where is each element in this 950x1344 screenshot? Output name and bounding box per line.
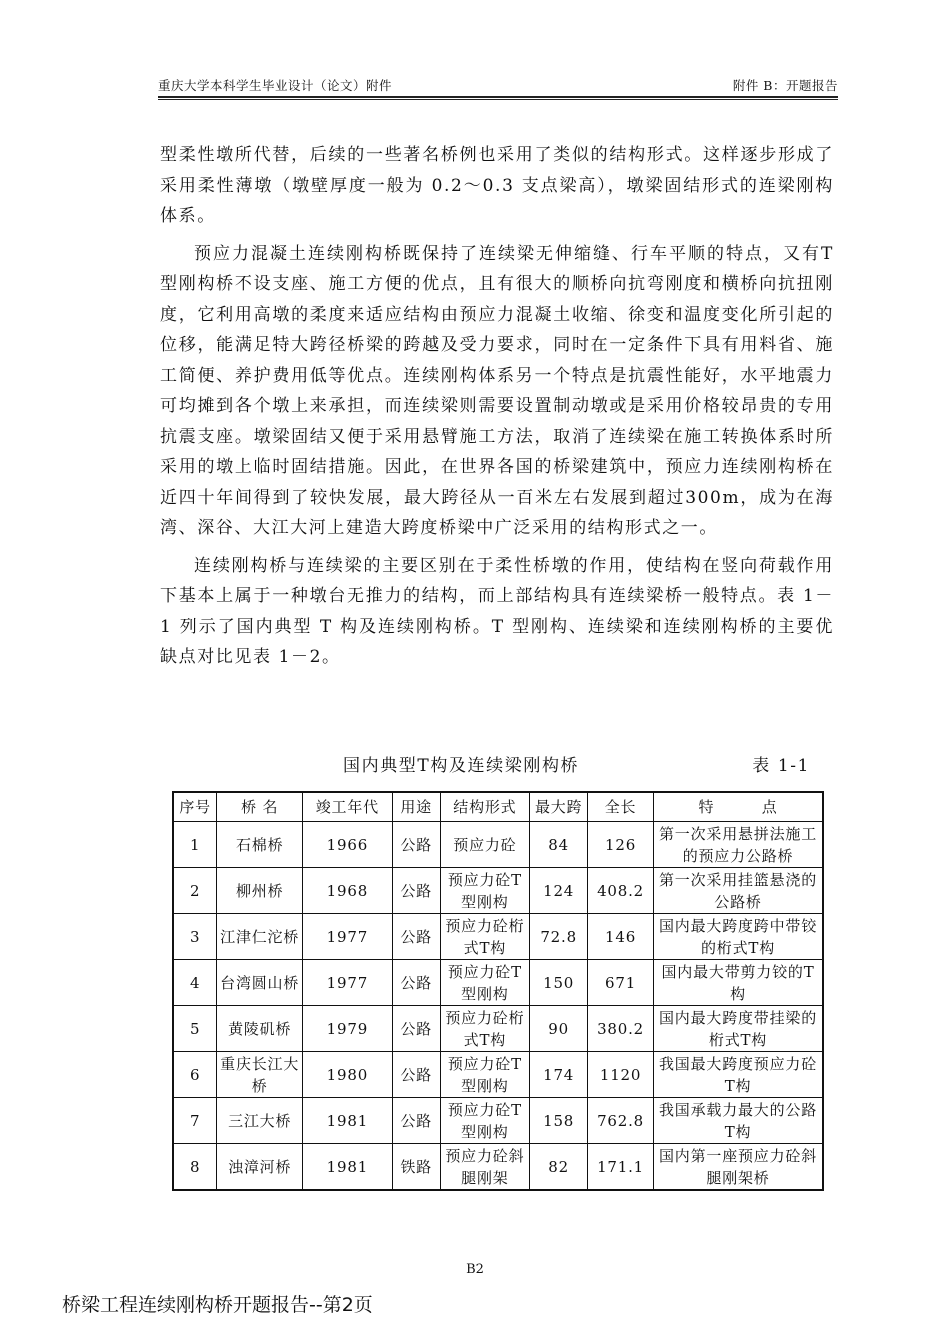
table-cell: 5 (173, 1006, 217, 1052)
column-header: 桥 名 (217, 792, 303, 822)
table-cell: 公路 (392, 1006, 440, 1052)
table-row (173, 868, 823, 914)
header-right-text: 附件 B：开题报告 (732, 78, 838, 93)
column-header: 序号 (173, 792, 217, 822)
table-cell: 黄陵矶桥 (217, 1006, 303, 1052)
table-cell: 150 (530, 960, 588, 1006)
table-cell: 8 (173, 1144, 217, 1191)
table-cell: 124 (530, 868, 588, 914)
table-number: 表 1-1 (752, 756, 810, 776)
table-cell: 公路 (392, 822, 440, 868)
table-row (173, 1006, 823, 1052)
table-cell: 158 (530, 1098, 588, 1144)
table-cell: 171.1 (588, 1144, 654, 1191)
bridge-table (172, 791, 824, 1191)
table-cell: 762.8 (588, 1098, 654, 1144)
table-cell: 铁路 (392, 1144, 440, 1191)
table-cell: 第一次采用挂篮悬浇的公路桥 (654, 868, 823, 914)
table-cell: 2 (173, 868, 217, 914)
table-cell: 146 (588, 914, 654, 960)
table-cell: 1 (173, 822, 217, 868)
table-cell: 国内第一座预应力砼斜腿刚架桥 (654, 1144, 823, 1191)
table-caption (160, 751, 810, 779)
table-cell: 1980 (302, 1052, 392, 1098)
table-cell: 预应力砼桁式T构 (440, 914, 530, 960)
table-cell: 国内最大跨度跨中带铰的桁式T构 (654, 914, 823, 960)
table-cell: 72.8 (530, 914, 588, 960)
table-header-row (173, 792, 823, 822)
table-cell: 第一次采用悬拼法施工的预应力公路桥 (654, 822, 823, 868)
table-cell: 江津仁沱桥 (217, 914, 303, 960)
table-cell: 预应力砼斜腿刚架 (440, 1144, 530, 1191)
body-text (160, 140, 834, 680)
table-cell: 台湾圆山桥 (217, 960, 303, 1006)
table-row (173, 1052, 823, 1098)
table-cell: 671 (588, 960, 654, 1006)
table-cell: 126 (588, 822, 654, 868)
table-row (173, 822, 823, 868)
table-cell: 石棉桥 (217, 822, 303, 868)
column-header: 全长 (588, 792, 654, 822)
column-header: 特 点 (654, 792, 823, 822)
table-body (173, 822, 823, 1191)
table-cell: 预应力砼T型刚构 (440, 1098, 530, 1144)
table-cell: 公路 (392, 914, 440, 960)
table-cell: 380.2 (588, 1006, 654, 1052)
paragraph: 连续刚构桥与连续梁的主要区别在于柔性桥墩的作用，使结构在竖向荷载作用下基本上属于一种墩台无推力的结构，而上部结构具有连续梁桥一般特点。表 1－1 列示了国内典型 T 构及连续刚构桥。T 型刚构、连续梁和连续刚构桥的主要优缺点对比见表 1－2。 (160, 555, 834, 667)
table-title: 国内典型T构及连续梁刚构桥 (343, 756, 580, 776)
table-row (173, 1144, 823, 1191)
table-cell: 公路 (392, 868, 440, 914)
table-cell: 6 (173, 1052, 217, 1098)
table-cell: 重庆长江大桥 (217, 1052, 303, 1098)
table-cell: 国内最大带剪力铰的T构 (654, 960, 823, 1006)
page-number: B2 (466, 1262, 484, 1277)
table-cell: 82 (530, 1144, 588, 1191)
table-cell: 公路 (392, 1098, 440, 1144)
table-cell: 公路 (392, 960, 440, 1006)
header-rule (158, 99, 838, 100)
table-cell: 三江大桥 (217, 1098, 303, 1144)
column-header: 竣工年代 (302, 792, 392, 822)
page-header (158, 74, 838, 98)
table-cell: 公路 (392, 1052, 440, 1098)
paragraph: 预应力混凝土连续刚构桥既保持了连续梁无伸缩缝、行车平顺的特点，又有T型刚构桥不设支座、施工方便的优点，且有很大的顺桥向抗弯刚度和横桥向抗扭刚度，它利用高墩的柔度来适应结构由预应力混凝土收缩、徐变和温度变化所引起的位移，能满足特大跨径桥梁的跨越及受力要求，同时在一定条件下具有用料省、施工简便、养护费用低等优点。连续刚构体系另一个特点是抗震性能好，水平地震力可均摊到各个墩上来承担，而连续梁则需要设置制动墩或是采用价格较昂贵的专用抗震支座。墩梁固结又便于采用悬臂施工方法，取消了连续梁在施工转换体系时所采用的墩上临时固结措施。因此，在世界各国的桥梁建筑中，预应力连续刚构桥在近四十年间得到了较快发展，最大跨径从一百米左右发展到超过300m，成为在海湾、深谷、大江大河上建造大跨度桥梁中广泛采用的结构形式之一。 (160, 243, 834, 538)
column-header: 结构形式 (440, 792, 530, 822)
table-cell: 浊漳河桥 (217, 1144, 303, 1191)
table-cell: 预应力砼 (440, 822, 530, 868)
table-row (173, 960, 823, 1006)
table-cell: 1120 (588, 1052, 654, 1098)
table-cell: 预应力砼T型刚构 (440, 868, 530, 914)
table-cell: 7 (173, 1098, 217, 1144)
table-cell: 我国最大跨度预应力砼T构 (654, 1052, 823, 1098)
table-cell: 84 (530, 822, 588, 868)
table-cell: 柳州桥 (217, 868, 303, 914)
table-cell: 408.2 (588, 868, 654, 914)
table-cell: 3 (173, 914, 217, 960)
table-row (173, 914, 823, 960)
table-cell: 1977 (302, 914, 392, 960)
table-cell: 90 (530, 1006, 588, 1052)
table-row (173, 1098, 823, 1144)
header-left-text: 重庆大学本科学生毕业设计（论文）附件 (158, 78, 393, 93)
table-cell: 预应力砼T型刚构 (440, 1052, 530, 1098)
table-cell: 我国承载力最大的公路T构 (654, 1098, 823, 1144)
column-header: 用途 (392, 792, 440, 822)
document-title: 桥梁工程连续刚构桥开题报告--第2页 (62, 1294, 373, 1316)
table-cell: 1966 (302, 822, 392, 868)
paragraph: 型柔性墩所代替，后续的一些著名桥例也采用了类似的结构形式。这样逐步形成了采用柔性薄墩（墩壁厚度一般为 0.2～0.3 支点梁高），墩梁固结形式的连梁刚构体系。 (160, 145, 834, 226)
column-header: 最大跨 (530, 792, 588, 822)
table-cell: 4 (173, 960, 217, 1006)
table-cell: 174 (530, 1052, 588, 1098)
table-cell: 1977 (302, 960, 392, 1006)
table-cell: 1981 (302, 1098, 392, 1144)
table-cell: 国内最大跨度带挂梁的桁式T构 (654, 1006, 823, 1052)
table-cell: 1979 (302, 1006, 392, 1052)
table-cell: 1968 (302, 868, 392, 914)
table-cell: 预应力砼桁式T构 (440, 1006, 530, 1052)
table-cell: 1981 (302, 1144, 392, 1191)
table-cell: 预应力砼T型刚构 (440, 960, 530, 1006)
